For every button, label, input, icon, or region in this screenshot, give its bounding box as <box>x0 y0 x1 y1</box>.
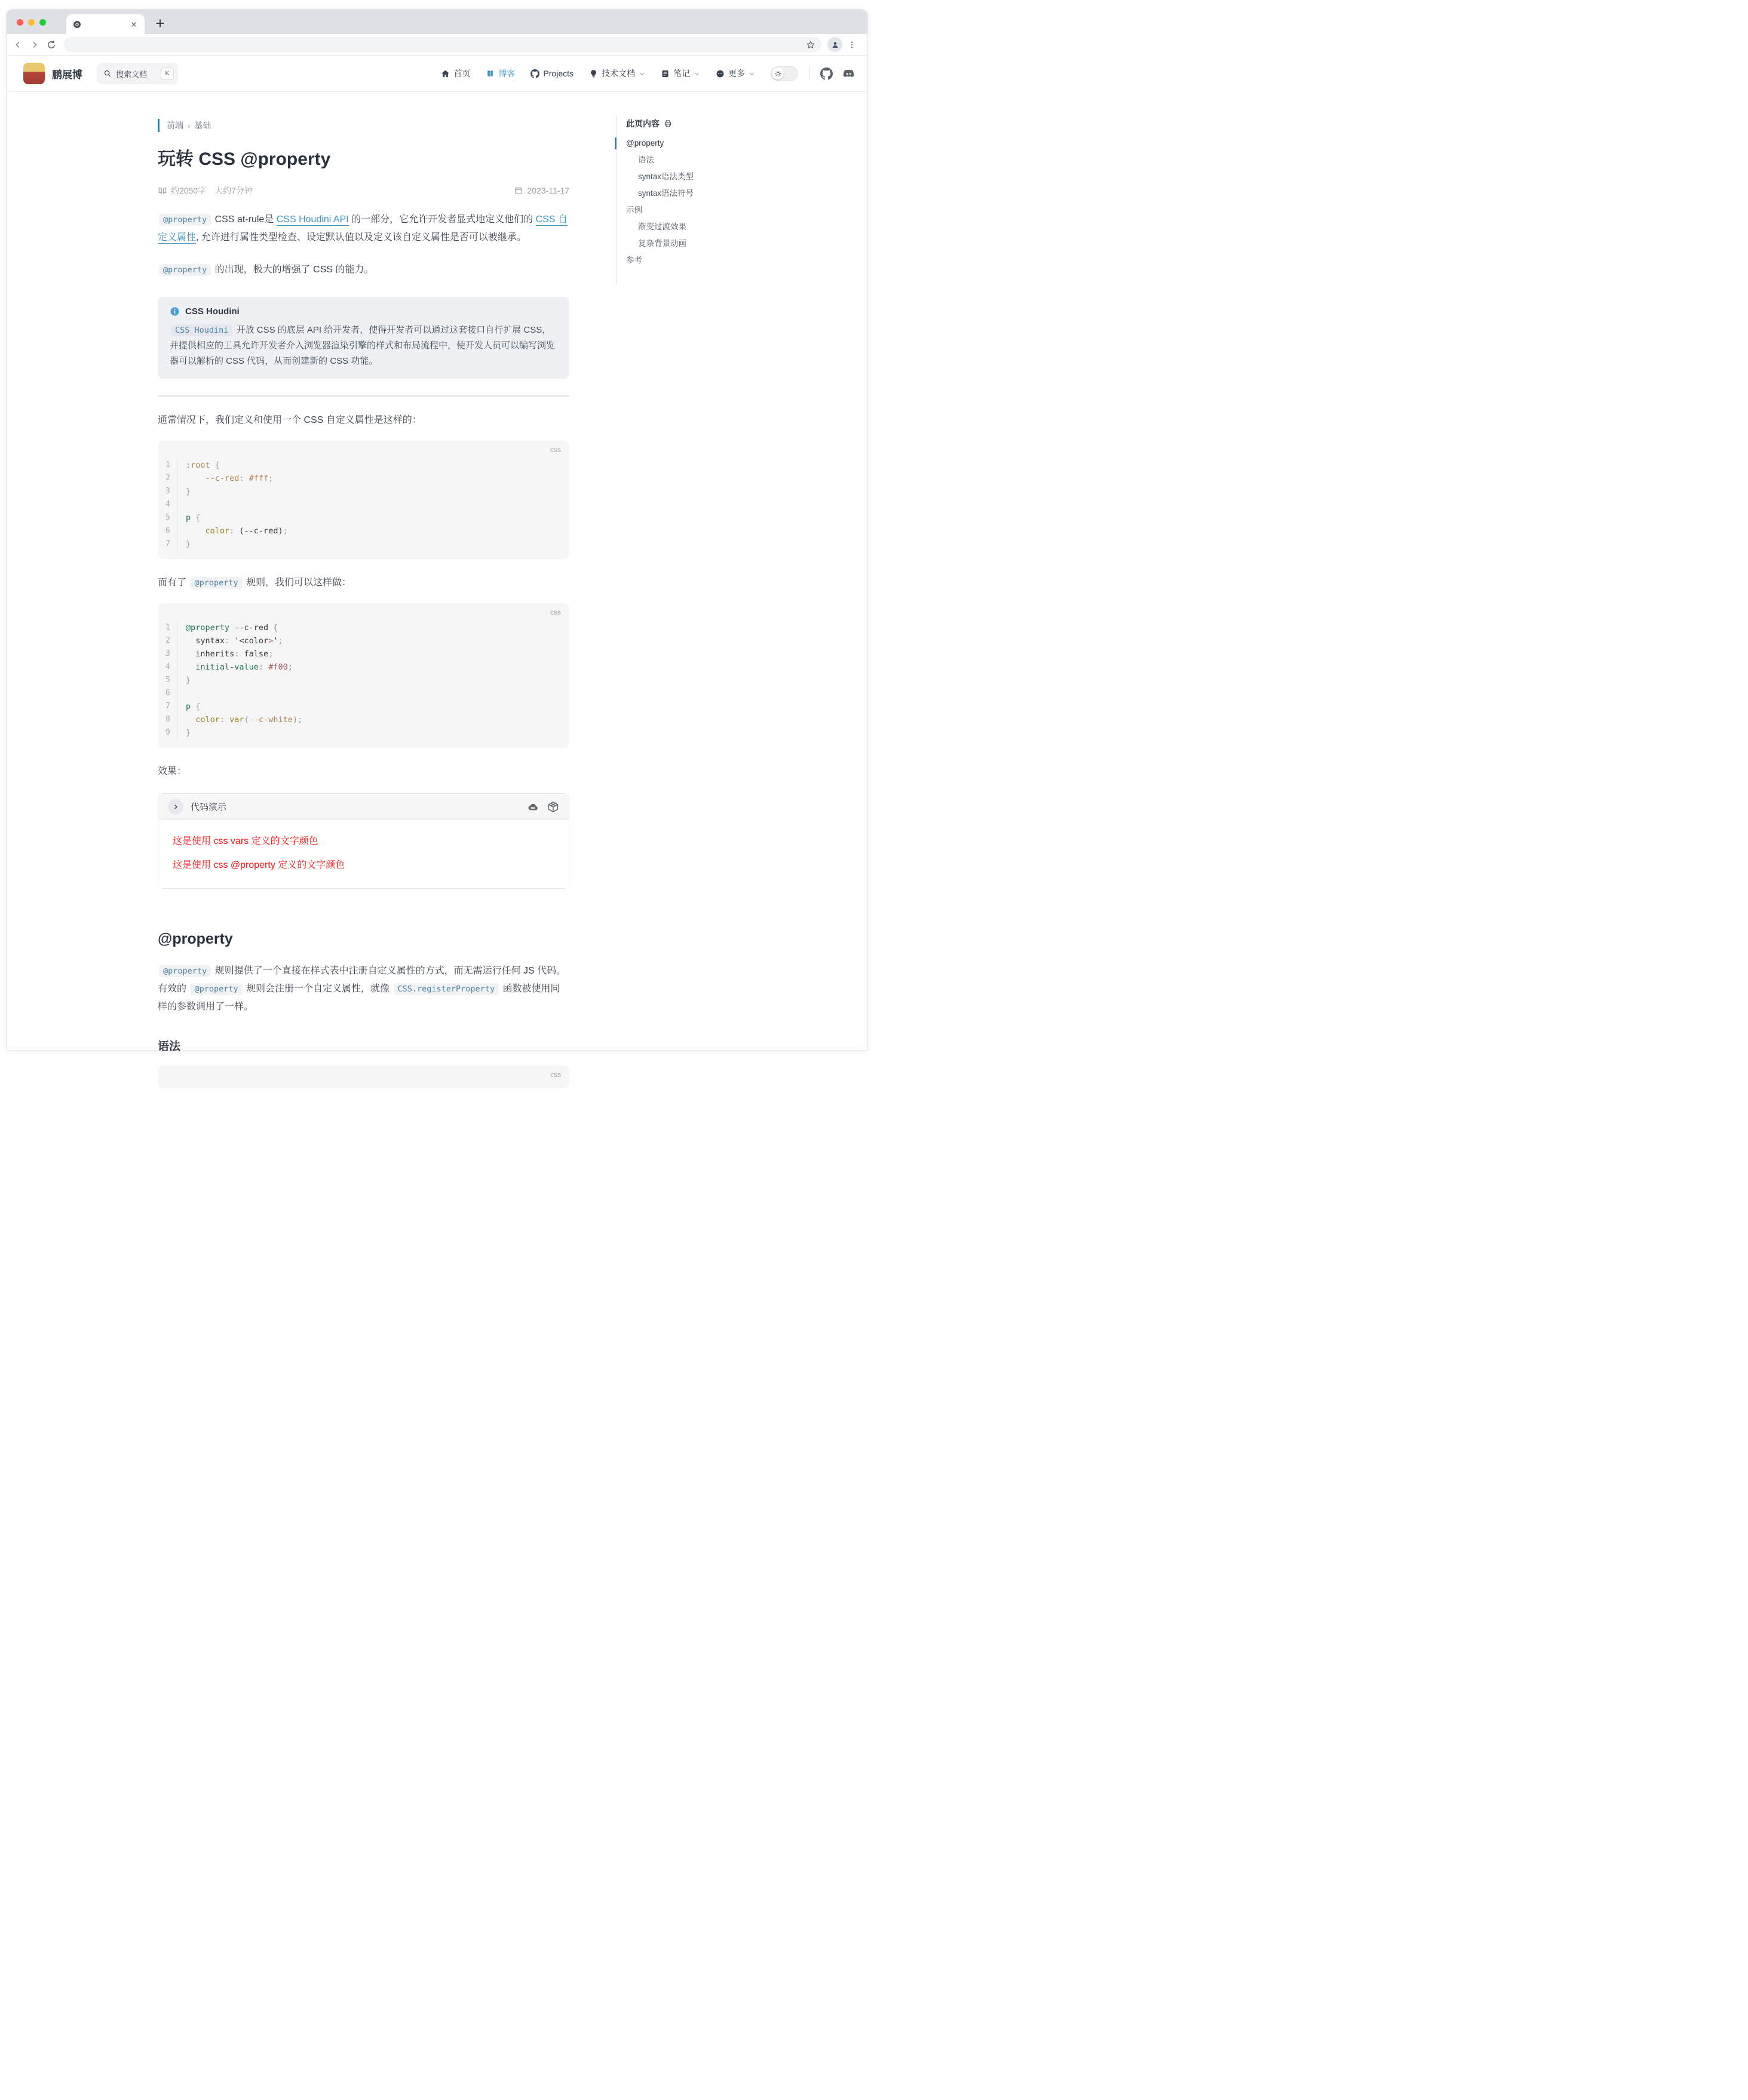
web-page <box>7 56 867 1079</box>
code-text: } <box>186 539 191 549</box>
code-line <box>158 498 569 511</box>
nav-item-notes[interactable] <box>661 67 700 79</box>
inline-code: @property <box>190 983 242 995</box>
nav-item-docs[interactable] <box>589 67 645 79</box>
line-number: 7 <box>158 538 177 551</box>
paragraph-usual: 通常情况下，我们定义和使用一个 CSS 自定义属性是这样的： <box>158 415 422 425</box>
inline-code: @property <box>159 264 211 276</box>
code-line <box>158 674 569 687</box>
sun-icon <box>772 67 784 79</box>
line-number: 1 <box>158 459 177 472</box>
code-line <box>158 700 569 713</box>
nav-item-label: 博客 <box>498 69 516 78</box>
code-text: p { <box>186 702 201 711</box>
site-title[interactable]: 鹏展博 <box>52 69 82 81</box>
page-title: 玩转 CSS @property <box>158 149 331 169</box>
site-avatar[interactable] <box>23 63 45 84</box>
nav-item-label: 更多 <box>728 69 745 78</box>
browser-toolbar <box>7 34 867 56</box>
code-text: --c-red: #fff; <box>205 474 274 483</box>
discord-icon[interactable] <box>842 67 855 80</box>
text-run: 的一部分，它允许开发者显式地定义他们的 <box>348 214 536 225</box>
page-toc <box>616 116 753 284</box>
code-block-at-property[interactable] <box>158 603 569 748</box>
code-text: } <box>186 487 191 496</box>
code-text: } <box>186 676 191 685</box>
nav-item-label: 首页 <box>453 69 471 78</box>
new-tab-button[interactable] <box>152 16 168 31</box>
toc-item-syntaxsym[interactable]: syntax语法符号 <box>638 189 694 198</box>
page-body <box>7 92 867 1079</box>
paragraph-intro <box>158 211 569 247</box>
jsfiddle-cloud-icon[interactable] <box>527 801 539 813</box>
demo-output <box>158 820 569 888</box>
chevron-down-icon <box>694 70 700 77</box>
paragraph-intro-2 <box>158 261 569 279</box>
nav-item-label: Projects <box>543 69 574 78</box>
breadcrumb <box>158 119 569 132</box>
line-number: 7 <box>158 700 177 713</box>
inline-code: @property <box>159 214 211 226</box>
code-text: :root { <box>186 460 220 470</box>
paragraph-effect: 效果： <box>158 766 187 776</box>
text-run: 规则会注册一个自定义属性，就像 <box>243 984 392 994</box>
breadcrumb-item-category[interactable]: 前端 <box>167 121 183 130</box>
toc-item-syntax[interactable]: 语法 <box>638 155 654 164</box>
notes-icon <box>661 69 670 78</box>
tab-close-icon[interactable] <box>129 20 139 29</box>
line-number: 6 <box>158 524 177 538</box>
codesandbox-icon[interactable] <box>547 801 559 813</box>
text-run: 函数被使用同样的参数调用了一样。 <box>158 984 560 1012</box>
nav-item-more[interactable] <box>716 67 755 79</box>
chevron-down-icon <box>749 70 755 77</box>
chevron-right-icon[interactable] <box>168 799 183 815</box>
github-icon[interactable] <box>820 67 833 80</box>
theme-toggle[interactable] <box>771 66 798 81</box>
line-number: 3 <box>158 647 177 661</box>
code-line <box>158 647 569 661</box>
code-line <box>158 634 569 647</box>
text-link[interactable]: CSS 自定义属性 <box>158 214 568 242</box>
code-line <box>158 472 569 485</box>
line-number: 2 <box>158 472 177 485</box>
code-text: color: var(--c-white); <box>186 715 303 724</box>
back-icon[interactable] <box>13 39 23 50</box>
code-line <box>158 621 569 634</box>
toc-item-bganim[interactable]: 复杂背景动画 <box>638 239 686 248</box>
zoom-window-button[interactable] <box>39 19 46 26</box>
callout-body <box>170 323 557 369</box>
favicon-icon <box>72 20 82 29</box>
line-number: 8 <box>158 713 177 726</box>
screenshot-root <box>0 0 874 1079</box>
code-text: syntax: '<color>'; <box>186 636 283 646</box>
more-icon <box>716 69 725 78</box>
read-time: 大约7分钟 <box>214 186 253 195</box>
code-language-label: css <box>550 1070 561 1079</box>
code-line <box>158 485 569 498</box>
text-run: 而有了 <box>158 578 189 588</box>
close-window-button[interactable] <box>17 19 23 26</box>
breadcrumb-separator: › <box>188 121 191 130</box>
line-number: 4 <box>158 661 177 674</box>
search-icon <box>103 69 112 78</box>
toc-item-refs[interactable]: 参考 <box>626 256 642 265</box>
paragraph-property-desc <box>158 962 569 1016</box>
code-line <box>158 511 569 524</box>
inline-code: CSS.registerProperty <box>394 983 499 995</box>
bookmark-star-icon[interactable] <box>806 40 815 50</box>
code-demo-panel <box>158 793 569 889</box>
toc-item-examples[interactable]: 示例 <box>626 205 642 214</box>
nav-item-home[interactable] <box>441 67 470 79</box>
code-line <box>158 459 569 472</box>
toc-list <box>626 135 753 269</box>
code-text: initial-value: #f00; <box>186 662 293 672</box>
traffic-lights <box>17 19 46 26</box>
code-line <box>158 713 569 726</box>
browser-tab-strip <box>7 10 867 34</box>
demo-text: 这是使用 css vars 定义的文字颜色 <box>173 836 318 846</box>
code-block-syntax[interactable] <box>158 1066 569 1088</box>
text-run: 规则，我们可以这样做： <box>243 578 352 588</box>
github-icon <box>530 69 539 78</box>
text-run: , 允许进行属性类型检查、设定默认值以及定义该自定义属性是否可以被继承。 <box>196 232 526 242</box>
breadcrumb-item-sub[interactable]: 基础 <box>194 121 211 130</box>
callout-title: CSS Houdini <box>185 306 240 317</box>
nav-item-projects[interactable] <box>530 69 574 78</box>
nav-item-label: 技术文档 <box>602 69 635 78</box>
nav-item-label: 笔记 <box>673 69 690 78</box>
nav-item-blog[interactable] <box>486 67 515 79</box>
post-date: 2023-11-17 <box>527 186 569 195</box>
inline-code: @property <box>159 965 211 977</box>
text-link[interactable]: CSS Houdini API <box>276 214 349 225</box>
code-language-label: css <box>550 446 561 454</box>
demo-title: 代码演示 <box>191 802 227 812</box>
search-shortcut-key: K <box>161 67 174 80</box>
code-line <box>158 661 569 674</box>
content-divider <box>158 395 569 397</box>
code-text: } <box>186 728 191 738</box>
browser-window <box>7 10 867 1079</box>
demo-text: 这是使用 css @property 定义的文字颜色 <box>173 860 345 870</box>
word-count: 约2050字 <box>171 186 207 195</box>
code-text: p { <box>186 513 201 523</box>
code-text: inherits: false; <box>186 649 274 659</box>
browser-profile-button[interactable] <box>827 37 842 52</box>
bulb-icon <box>589 69 598 78</box>
text-run: CSS at-rule是 <box>212 214 277 225</box>
paragraph-with-property <box>158 575 569 591</box>
minimize-window-button[interactable] <box>28 19 35 26</box>
info-icon <box>170 306 180 317</box>
search-placeholder: 搜索文档 <box>116 69 148 79</box>
code-line <box>158 726 569 739</box>
code-text: color: (--c-red); <box>205 526 288 536</box>
book-open-icon <box>158 186 167 195</box>
print-icon[interactable] <box>664 119 672 128</box>
code-block-css-vars[interactable] <box>158 441 569 559</box>
text-run: 开放 CSS 的底层 API 给开发者，使得开发者可以通过这套接口自行扩展 CSS，并提供相应的工具允许开发者介入浏览器渲染引擎的样式和布局流程中，使开发人员可以编写浏览器可以解析的 CSS 代码，从而创建新的 CSS 功能。 <box>170 325 556 366</box>
line-number: 3 <box>158 485 177 498</box>
demo-header[interactable] <box>158 794 569 820</box>
toc-item-property[interactable]: @property <box>626 135 753 152</box>
address-bar[interactable] <box>64 37 821 52</box>
inline-code: @property <box>190 577 242 589</box>
header-nav <box>441 67 755 79</box>
section-heading-property[interactable]: @property <box>158 931 233 947</box>
book-icon <box>486 69 495 78</box>
toc-title: 此页内容 <box>626 119 660 128</box>
browser-tab[interactable] <box>66 14 145 34</box>
code-text: @property --c-red { <box>186 623 278 633</box>
code-line <box>158 524 569 538</box>
chevron-down-icon <box>639 70 645 77</box>
post-meta <box>158 185 569 197</box>
line-number: 4 <box>158 498 177 511</box>
inline-code: CSS Houdini <box>171 324 232 336</box>
home-icon <box>441 69 450 78</box>
calendar-icon <box>514 186 523 195</box>
text-run: 的出现，极大的增强了 CSS 的能力。 <box>212 265 374 275</box>
browser-menu-icon[interactable] <box>847 40 857 50</box>
line-number: 6 <box>158 687 177 700</box>
line-number: 1 <box>158 621 177 634</box>
text-run: 规则提供了一个直接在样式表中注册自定义属性的方式，而无需运行任何 JS 代码。有效的 <box>158 966 566 994</box>
line-number: 2 <box>158 634 177 647</box>
info-callout <box>158 297 569 379</box>
toc-item-gradient[interactable]: 渐变过渡效果 <box>638 222 686 231</box>
site-header <box>7 56 867 92</box>
toc-item-syntaxtype[interactable]: syntax语法类型 <box>638 172 694 181</box>
line-number: 5 <box>158 511 177 524</box>
code-line <box>158 687 569 700</box>
search-input[interactable] <box>97 63 178 84</box>
code-language-label: css <box>550 608 561 616</box>
reload-icon[interactable] <box>46 39 57 50</box>
forward-icon[interactable] <box>29 39 40 50</box>
line-number: 5 <box>158 674 177 687</box>
code-line <box>158 538 569 551</box>
line-number: 9 <box>158 726 177 739</box>
section-heading-syntax[interactable]: 语法 <box>158 1040 181 1053</box>
article <box>158 92 569 1088</box>
